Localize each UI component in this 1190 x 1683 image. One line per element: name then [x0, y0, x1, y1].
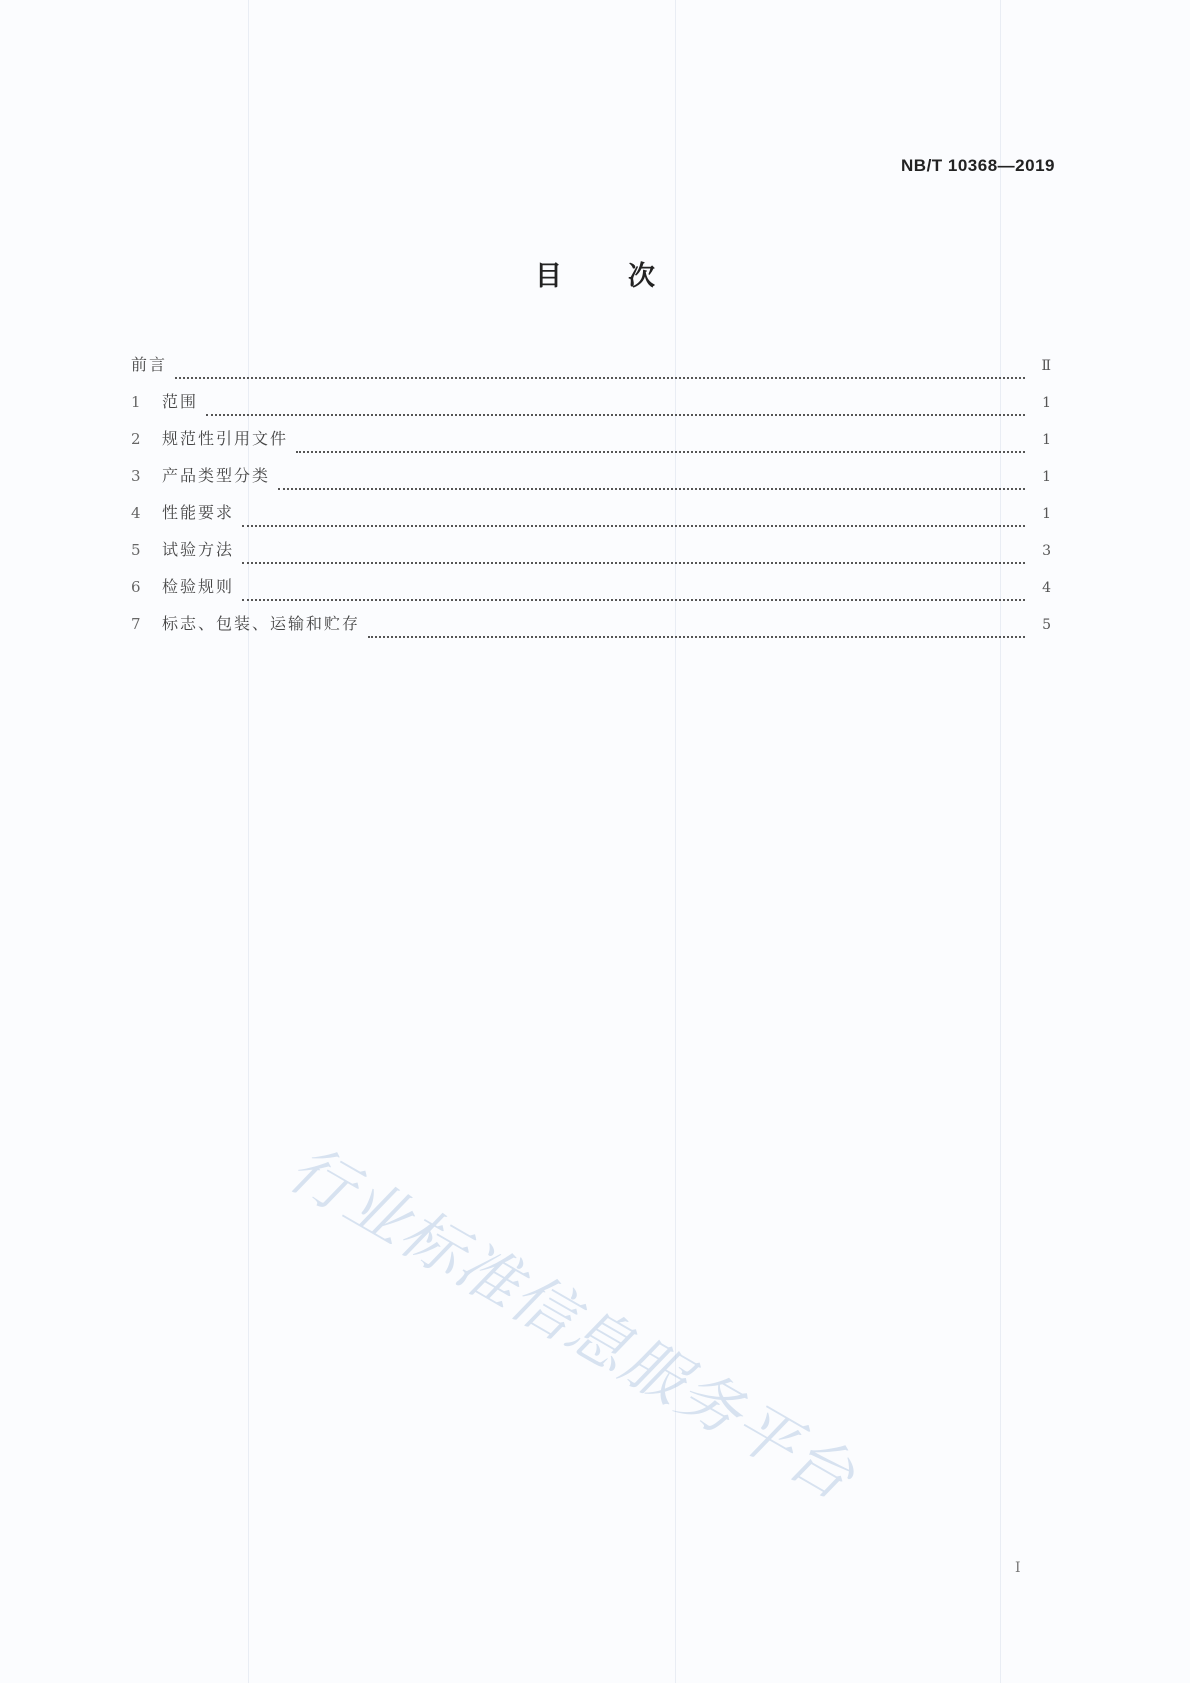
toc-entry-page: 4	[1042, 580, 1051, 596]
leader-dots	[278, 488, 1025, 490]
toc-entry-number: 1	[131, 393, 141, 411]
toc-entry-number: 3	[131, 467, 141, 485]
toc-entry-number: 7	[131, 615, 141, 633]
toc-entry-number: 5	[131, 541, 141, 559]
toc-entry-performance-requirements[interactable]	[131, 500, 1051, 537]
toc-entry-marking-packaging[interactable]	[131, 611, 1051, 648]
toc-entry-number: 6	[131, 578, 141, 596]
leader-dots	[368, 636, 1025, 638]
toc-entry-number: 2	[131, 430, 141, 448]
toc-entry-label: 检验规则	[162, 577, 235, 596]
leader-dots	[175, 377, 1025, 379]
toc-entry-label: 试验方法	[162, 540, 235, 559]
toc-entry-number: 4	[131, 504, 141, 522]
leader-dots	[242, 599, 1025, 601]
toc-entry-product-classification[interactable]	[131, 463, 1051, 500]
toc-entry-label: 产品类型分类	[162, 466, 271, 485]
toc-entry-page: 5	[1042, 617, 1051, 633]
toc-entry-scope[interactable]	[131, 389, 1051, 426]
watermark: 行业标准信息服务平台	[277, 1131, 868, 1515]
scan-artifact	[675, 0, 676, 1683]
scan-artifact	[1000, 0, 1001, 1683]
toc-entry-label: 范围	[162, 392, 199, 411]
toc-entry-normative-references[interactable]	[131, 426, 1051, 463]
toc-entry-inspection-rules[interactable]	[131, 574, 1051, 611]
toc-entry-label: 性能要求	[162, 503, 235, 522]
toc-entry-label: 前言	[131, 355, 168, 374]
toc-entry-page: 1	[1042, 432, 1051, 448]
table-of-contents	[131, 352, 1051, 648]
toc-entry-page: 3	[1042, 543, 1051, 559]
toc-entry-page: 1	[1042, 469, 1051, 485]
toc-entry-label: 规范性引用文件	[162, 429, 289, 448]
toc-entry-page: Ⅱ	[1041, 358, 1051, 374]
leader-dots	[242, 562, 1025, 564]
document-code: NB/T 10368—2019	[901, 156, 1055, 175]
toc-entry-page: 1	[1042, 506, 1051, 522]
scan-artifact	[248, 0, 249, 1683]
leader-dots	[206, 414, 1025, 416]
page-title: 目次	[535, 261, 721, 292]
toc-entry-page: 1	[1042, 395, 1051, 411]
page-number: Ⅰ	[1015, 1560, 1021, 1576]
toc-entry-test-methods[interactable]	[131, 537, 1051, 574]
toc-entry-label: 标志、包装、运输和贮存	[162, 614, 361, 633]
leader-dots	[296, 451, 1025, 453]
toc-entry-foreword[interactable]	[131, 352, 1051, 389]
leader-dots	[242, 525, 1025, 527]
